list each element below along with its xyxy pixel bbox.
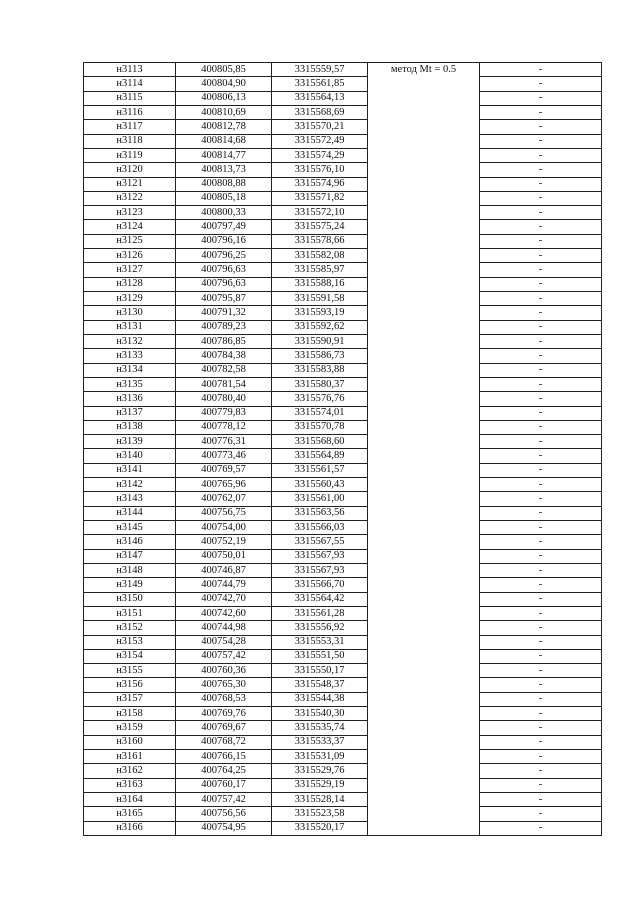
x-coordinate-cell: 400742,60: [176, 606, 272, 620]
point-id-cell: н3148: [84, 563, 176, 577]
point-id-cell: н3134: [84, 363, 176, 377]
x-coordinate-cell: 400744,98: [176, 621, 272, 635]
point-id-cell: н3155: [84, 664, 176, 678]
point-id-cell: н3126: [84, 249, 176, 263]
y-coordinate-cell: 3315550,17: [272, 664, 368, 678]
x-coordinate-cell: 400805,18: [176, 191, 272, 205]
y-coordinate-cell: 3315572,10: [272, 206, 368, 220]
table-row: [84, 420, 602, 434]
description-cell: -: [480, 635, 602, 649]
table-row: [84, 750, 602, 764]
description-cell: -: [480, 234, 602, 248]
y-coordinate-cell: 3315590,91: [272, 334, 368, 348]
table-row: [84, 134, 602, 148]
x-coordinate-cell: 400754,95: [176, 821, 272, 835]
x-coordinate-cell: 400796,16: [176, 234, 272, 248]
point-id-cell: н3149: [84, 578, 176, 592]
x-coordinate-cell: 400776,31: [176, 435, 272, 449]
x-coordinate-cell: 400744,79: [176, 578, 272, 592]
description-cell: -: [480, 563, 602, 577]
description-cell: -: [480, 263, 602, 277]
point-id-cell: н3151: [84, 606, 176, 620]
y-coordinate-cell: 3315561,28: [272, 606, 368, 620]
y-coordinate-cell: 3315531,09: [272, 750, 368, 764]
table-row: [84, 392, 602, 406]
description-cell: -: [480, 63, 602, 77]
y-coordinate-cell: 3315574,96: [272, 177, 368, 191]
table-row: [84, 105, 602, 119]
x-coordinate-cell: 400784,38: [176, 349, 272, 363]
description-cell: -: [480, 277, 602, 291]
point-id-cell: н3153: [84, 635, 176, 649]
x-coordinate-cell: 400814,77: [176, 148, 272, 162]
x-coordinate-cell: 400757,42: [176, 792, 272, 806]
point-id-cell: н3152: [84, 621, 176, 635]
y-coordinate-cell: 3315567,93: [272, 549, 368, 563]
x-coordinate-cell: 400808,88: [176, 177, 272, 191]
point-id-cell: н3165: [84, 807, 176, 821]
table-row: [84, 549, 602, 563]
description-cell: -: [480, 521, 602, 535]
y-coordinate-cell: 3315567,93: [272, 563, 368, 577]
point-id-cell: н3159: [84, 721, 176, 735]
x-coordinate-cell: 400797,49: [176, 220, 272, 234]
x-coordinate-cell: 400750,01: [176, 549, 272, 563]
description-cell: -: [480, 721, 602, 735]
y-coordinate-cell: 3315593,19: [272, 306, 368, 320]
y-coordinate-cell: 3315556,92: [272, 621, 368, 635]
table-row: [84, 220, 602, 234]
x-coordinate-cell: 400796,63: [176, 277, 272, 291]
point-id-cell: н3143: [84, 492, 176, 506]
description-cell: -: [480, 334, 602, 348]
y-coordinate-cell: 3315576,76: [272, 392, 368, 406]
table-row: [84, 363, 602, 377]
description-cell: -: [480, 392, 602, 406]
y-coordinate-cell: 3315533,37: [272, 735, 368, 749]
x-coordinate-cell: 400765,96: [176, 478, 272, 492]
y-coordinate-cell: 3315583,88: [272, 363, 368, 377]
y-coordinate-cell: 3315551,50: [272, 649, 368, 663]
table-row: [84, 621, 602, 635]
point-id-cell: н3162: [84, 764, 176, 778]
table-row: [84, 91, 602, 105]
y-coordinate-cell: 3315560,43: [272, 478, 368, 492]
description-cell: -: [480, 120, 602, 134]
table-row: [84, 778, 602, 792]
table-row: [84, 578, 602, 592]
table-row: [84, 120, 602, 134]
description-cell: -: [480, 363, 602, 377]
table-row: [84, 163, 602, 177]
x-coordinate-cell: 400778,12: [176, 420, 272, 434]
x-coordinate-cell: 400773,46: [176, 449, 272, 463]
description-cell: -: [480, 807, 602, 821]
point-id-cell: н3147: [84, 549, 176, 563]
y-coordinate-cell: 3315548,37: [272, 678, 368, 692]
description-cell: -: [480, 91, 602, 105]
y-coordinate-cell: 3315570,78: [272, 420, 368, 434]
y-coordinate-cell: 3315570,21: [272, 120, 368, 134]
description-cell: -: [480, 664, 602, 678]
description-cell: -: [480, 163, 602, 177]
point-id-cell: н3145: [84, 521, 176, 535]
x-coordinate-cell: 400765,30: [176, 678, 272, 692]
x-coordinate-cell: 400769,57: [176, 463, 272, 477]
table-row: [84, 606, 602, 620]
table-row: [84, 191, 602, 205]
table-row: [84, 77, 602, 91]
table-row: [84, 592, 602, 606]
x-coordinate-cell: 400789,23: [176, 320, 272, 334]
coordinates-table-body: [84, 63, 602, 836]
point-id-cell: н3113: [84, 63, 176, 77]
y-coordinate-cell: 3315528,14: [272, 792, 368, 806]
y-coordinate-cell: 3315592,62: [272, 320, 368, 334]
x-coordinate-cell: 400742,70: [176, 592, 272, 606]
point-id-cell: н3141: [84, 463, 176, 477]
x-coordinate-cell: 400812,78: [176, 120, 272, 134]
table-row: [84, 234, 602, 248]
y-coordinate-cell: 3315586,73: [272, 349, 368, 363]
point-id-cell: н3158: [84, 707, 176, 721]
description-cell: -: [480, 420, 602, 434]
description-cell: -: [480, 621, 602, 635]
table-row: [84, 63, 602, 77]
x-coordinate-cell: 400752,19: [176, 535, 272, 549]
description-cell: -: [480, 134, 602, 148]
y-coordinate-cell: 3315574,29: [272, 148, 368, 162]
table-row: [84, 678, 602, 692]
table-row: [84, 478, 602, 492]
description-cell: -: [480, 735, 602, 749]
description-cell: -: [480, 406, 602, 420]
description-cell: -: [480, 478, 602, 492]
y-coordinate-cell: 3315567,55: [272, 535, 368, 549]
table-row: [84, 148, 602, 162]
description-cell: -: [480, 764, 602, 778]
point-id-cell: н3127: [84, 263, 176, 277]
x-coordinate-cell: 400786,85: [176, 334, 272, 348]
y-coordinate-cell: 3315561,57: [272, 463, 368, 477]
x-coordinate-cell: 400757,42: [176, 649, 272, 663]
x-coordinate-cell: 400756,56: [176, 807, 272, 821]
point-id-cell: н3121: [84, 177, 176, 191]
point-id-cell: н3123: [84, 206, 176, 220]
x-coordinate-cell: 400813,73: [176, 163, 272, 177]
description-cell: -: [480, 778, 602, 792]
point-id-cell: н3150: [84, 592, 176, 606]
x-coordinate-cell: 400780,40: [176, 392, 272, 406]
x-coordinate-cell: 400810,69: [176, 105, 272, 119]
point-id-cell: н3114: [84, 77, 176, 91]
description-cell: -: [480, 678, 602, 692]
table-row: [84, 563, 602, 577]
x-coordinate-cell: 400760,36: [176, 664, 272, 678]
table-row: [84, 635, 602, 649]
table-row: [84, 821, 602, 835]
table-row: [84, 177, 602, 191]
point-id-cell: н3116: [84, 105, 176, 119]
point-id-cell: н3129: [84, 292, 176, 306]
description-cell: -: [480, 535, 602, 549]
x-coordinate-cell: 400754,28: [176, 635, 272, 649]
description-cell: -: [480, 750, 602, 764]
method-cell: метод Mt = 0.5: [368, 63, 480, 836]
description-cell: -: [480, 77, 602, 91]
y-coordinate-cell: 3315566,70: [272, 578, 368, 592]
y-coordinate-cell: 3315564,13: [272, 91, 368, 105]
description-cell: -: [480, 549, 602, 563]
y-coordinate-cell: 3315588,16: [272, 277, 368, 291]
point-id-cell: н3154: [84, 649, 176, 663]
table-row: [84, 306, 602, 320]
x-coordinate-cell: 400768,72: [176, 735, 272, 749]
y-coordinate-cell: 3315561,00: [272, 492, 368, 506]
table-row: [84, 435, 602, 449]
x-coordinate-cell: 400782,58: [176, 363, 272, 377]
point-id-cell: н3139: [84, 435, 176, 449]
table-row: [84, 492, 602, 506]
point-id-cell: н3131: [84, 320, 176, 334]
x-coordinate-cell: 400754,00: [176, 521, 272, 535]
table-row: [84, 721, 602, 735]
y-coordinate-cell: 3315529,76: [272, 764, 368, 778]
point-id-cell: н3164: [84, 792, 176, 806]
y-coordinate-cell: 3315544,38: [272, 692, 368, 706]
table-row: [84, 707, 602, 721]
point-id-cell: н3125: [84, 234, 176, 248]
table-row: [84, 649, 602, 663]
point-id-cell: н3119: [84, 148, 176, 162]
x-coordinate-cell: 400769,76: [176, 707, 272, 721]
x-coordinate-cell: 400781,54: [176, 377, 272, 391]
point-id-cell: н3118: [84, 134, 176, 148]
description-cell: -: [480, 306, 602, 320]
x-coordinate-cell: 400768,53: [176, 692, 272, 706]
point-id-cell: н3163: [84, 778, 176, 792]
x-coordinate-cell: 400764,25: [176, 764, 272, 778]
point-id-cell: н3124: [84, 220, 176, 234]
point-id-cell: н3132: [84, 334, 176, 348]
y-coordinate-cell: 3315568,60: [272, 435, 368, 449]
description-cell: -: [480, 177, 602, 191]
x-coordinate-cell: 400760,17: [176, 778, 272, 792]
y-coordinate-cell: 3315580,37: [272, 377, 368, 391]
description-cell: -: [480, 692, 602, 706]
table-row: [84, 506, 602, 520]
y-coordinate-cell: 3315572,49: [272, 134, 368, 148]
x-coordinate-cell: 400805,85: [176, 63, 272, 77]
table-row: [84, 764, 602, 778]
description-cell: -: [480, 349, 602, 363]
y-coordinate-cell: 3315553,31: [272, 635, 368, 649]
description-cell: -: [480, 105, 602, 119]
description-cell: -: [480, 148, 602, 162]
y-coordinate-cell: 3315591,58: [272, 292, 368, 306]
description-cell: -: [480, 606, 602, 620]
description-cell: -: [480, 377, 602, 391]
point-id-cell: н3128: [84, 277, 176, 291]
table-row: [84, 263, 602, 277]
y-coordinate-cell: 3315576,10: [272, 163, 368, 177]
point-id-cell: н3140: [84, 449, 176, 463]
y-coordinate-cell: 3315582,08: [272, 249, 368, 263]
point-id-cell: н3142: [84, 478, 176, 492]
description-cell: -: [480, 206, 602, 220]
table-row: [84, 249, 602, 263]
point-id-cell: н3135: [84, 377, 176, 391]
x-coordinate-cell: 400756,75: [176, 506, 272, 520]
x-coordinate-cell: 400804,90: [176, 77, 272, 91]
description-cell: -: [480, 578, 602, 592]
y-coordinate-cell: 3315523,58: [272, 807, 368, 821]
point-id-cell: н3144: [84, 506, 176, 520]
table-row: [84, 463, 602, 477]
y-coordinate-cell: 3315520,17: [272, 821, 368, 835]
point-id-cell: н3115: [84, 91, 176, 105]
y-coordinate-cell: 3315561,85: [272, 77, 368, 91]
point-id-cell: н3156: [84, 678, 176, 692]
coordinates-table: [83, 62, 602, 836]
y-coordinate-cell: 3315540,30: [272, 707, 368, 721]
table-row: [84, 292, 602, 306]
y-coordinate-cell: 3315575,24: [272, 220, 368, 234]
point-id-cell: н3166: [84, 821, 176, 835]
description-cell: -: [480, 292, 602, 306]
point-id-cell: н3146: [84, 535, 176, 549]
description-cell: -: [480, 220, 602, 234]
point-id-cell: н3137: [84, 406, 176, 420]
table-row: [84, 807, 602, 821]
table-row: [84, 349, 602, 363]
table-row: [84, 792, 602, 806]
point-id-cell: н3160: [84, 735, 176, 749]
table-row: [84, 206, 602, 220]
x-coordinate-cell: 400796,25: [176, 249, 272, 263]
description-cell: -: [480, 492, 602, 506]
table-row: [84, 377, 602, 391]
description-cell: -: [480, 821, 602, 835]
x-coordinate-cell: 400791,32: [176, 306, 272, 320]
x-coordinate-cell: 400746,87: [176, 563, 272, 577]
y-coordinate-cell: 3315585,97: [272, 263, 368, 277]
description-cell: -: [480, 449, 602, 463]
y-coordinate-cell: 3315568,69: [272, 105, 368, 119]
point-id-cell: н3157: [84, 692, 176, 706]
table-row: [84, 334, 602, 348]
x-coordinate-cell: 400766,15: [176, 750, 272, 764]
table-row: [84, 535, 602, 549]
point-id-cell: н3122: [84, 191, 176, 205]
point-id-cell: н3120: [84, 163, 176, 177]
description-cell: -: [480, 506, 602, 520]
description-cell: -: [480, 191, 602, 205]
table-row: [84, 406, 602, 420]
point-id-cell: н3133: [84, 349, 176, 363]
point-id-cell: н3161: [84, 750, 176, 764]
y-coordinate-cell: 3315566,03: [272, 521, 368, 535]
x-coordinate-cell: 400762,07: [176, 492, 272, 506]
y-coordinate-cell: 3315535,74: [272, 721, 368, 735]
x-coordinate-cell: 400779,83: [176, 406, 272, 420]
table-row: [84, 449, 602, 463]
description-cell: -: [480, 463, 602, 477]
x-coordinate-cell: 400769,67: [176, 721, 272, 735]
y-coordinate-cell: 3315563,56: [272, 506, 368, 520]
x-coordinate-cell: 400796,63: [176, 263, 272, 277]
table-row: [84, 320, 602, 334]
point-id-cell: н3136: [84, 392, 176, 406]
x-coordinate-cell: 400806,13: [176, 91, 272, 105]
description-cell: -: [480, 707, 602, 721]
description-cell: -: [480, 792, 602, 806]
description-cell: -: [480, 320, 602, 334]
y-coordinate-cell: 3315574,01: [272, 406, 368, 420]
y-coordinate-cell: 3315559,57: [272, 63, 368, 77]
table-row: [84, 277, 602, 291]
y-coordinate-cell: 3315564,89: [272, 449, 368, 463]
point-id-cell: н3117: [84, 120, 176, 134]
point-id-cell: н3138: [84, 420, 176, 434]
description-cell: -: [480, 649, 602, 663]
point-id-cell: н3130: [84, 306, 176, 320]
y-coordinate-cell: 3315571,82: [272, 191, 368, 205]
x-coordinate-cell: 400814,68: [176, 134, 272, 148]
table-row: [84, 692, 602, 706]
description-cell: -: [480, 435, 602, 449]
y-coordinate-cell: 3315529,19: [272, 778, 368, 792]
y-coordinate-cell: 3315564,42: [272, 592, 368, 606]
table-row: [84, 735, 602, 749]
table-row: [84, 521, 602, 535]
table-row: [84, 664, 602, 678]
description-cell: -: [480, 249, 602, 263]
x-coordinate-cell: 400800,33: [176, 206, 272, 220]
x-coordinate-cell: 400795,87: [176, 292, 272, 306]
y-coordinate-cell: 3315578,66: [272, 234, 368, 248]
description-cell: -: [480, 592, 602, 606]
